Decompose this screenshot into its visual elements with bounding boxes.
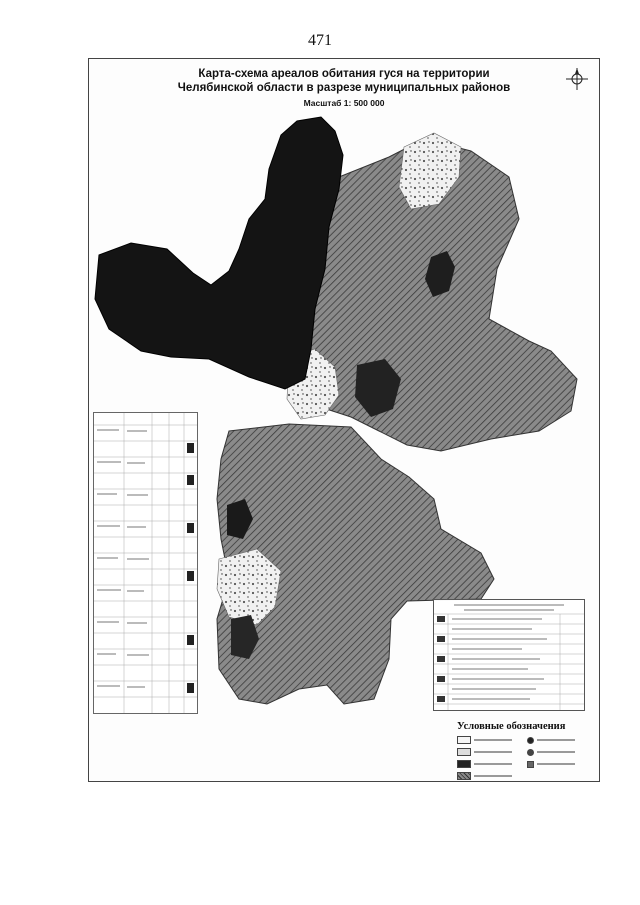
- legend-item: [457, 772, 521, 780]
- legend-item: [527, 748, 591, 756]
- legend-item: [457, 736, 521, 744]
- map-title-line-1: Карта-схема ареалов обитания гуся на территории: [198, 68, 490, 80]
- map-scale: Масштаб 1: 500 000: [303, 98, 385, 108]
- district-data-table: [93, 412, 198, 714]
- map-legend: [457, 721, 591, 777]
- legend-caption-placeholder: [474, 751, 512, 753]
- legend-swatch-hatched: [457, 772, 471, 780]
- legend-item: [527, 760, 591, 768]
- legend-caption-placeholder: [537, 751, 575, 753]
- compass-rose-icon: [565, 67, 589, 91]
- legend-swatch-marker: [527, 749, 534, 756]
- legend-item: [457, 760, 521, 768]
- western-habitat-region: [95, 117, 343, 389]
- map-frame: [88, 58, 600, 782]
- map-title-line-2: Челябинской области в разрезе муниципальных районов: [177, 82, 511, 94]
- map-title-block: [89, 67, 599, 110]
- legend-caption-placeholder: [474, 763, 512, 765]
- legend-caption-placeholder: [537, 739, 575, 741]
- legend-swatch-marker: [527, 761, 534, 768]
- legend-caption-placeholder: [474, 775, 512, 777]
- legend-item: [527, 736, 591, 744]
- region-summary-table: [433, 599, 585, 711]
- legend-item: [457, 748, 521, 756]
- page-number: 471: [308, 32, 332, 49]
- district-data-table-grid: [94, 413, 197, 713]
- legend-items: [457, 736, 591, 780]
- legend-swatch-light: [457, 736, 471, 744]
- legend-swatch-boundary: [457, 748, 471, 756]
- legend-swatch-marker: [527, 737, 534, 744]
- legend-caption-placeholder: [474, 739, 512, 741]
- region-summary-table-grid: [434, 600, 584, 710]
- legend-swatch-dark: [457, 760, 471, 768]
- legend-heading: Условные обозначения: [457, 721, 566, 732]
- legend-caption-placeholder: [537, 763, 575, 765]
